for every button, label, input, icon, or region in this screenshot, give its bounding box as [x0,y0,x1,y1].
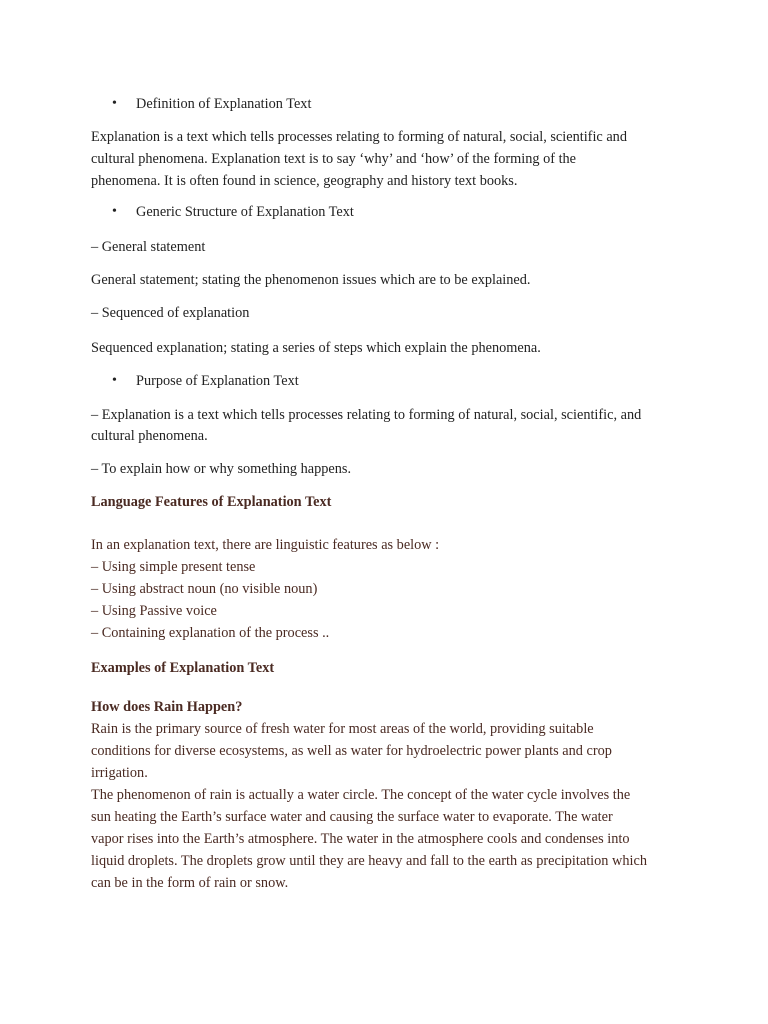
features-line: – Using simple present tense [91,559,256,575]
bullet-icon: • [112,373,117,388]
purpose-point-2: – To explain how or why something happens. [91,461,352,477]
features-line: In an explanation text, there are linguistic features as below : [91,537,440,553]
paragraph-line: Explanation is a text which tells processes relating to forming of natural, social, scientific and [91,129,627,145]
example-title: How does Rain Happen? [91,699,243,715]
example-line: conditions for diverse ecosystems, as well as water for hydroelectric power plants and crop [91,743,612,759]
features-heading: Language Features of Explanation Text [91,494,332,510]
paragraph-line: cultural phenomena. Explanation text is to say ‘why’ and ‘how’ of the forming of the [91,151,577,167]
example-line: irrigation. [91,765,148,781]
purpose-point-line: cultural phenomena. [91,428,208,444]
purpose-point-line: – Explanation is a text which tells processes relating to forming of natural, social, scientific, and [91,407,642,423]
example-line: liquid droplets. The droplets grow until they are heavy and fall to the earth as precipitation which [91,853,647,869]
example-line: The phenomenon of rain is actually a water circle. The concept of the water cycle involves the [91,787,631,803]
bullet-structure: Generic Structure of Explanation Text [136,204,354,220]
example-line: Rain is the primary source of fresh water for most areas of the world, providing suitable [91,721,594,737]
paragraph-line: phenomena. It is often found in science, geography and history text books. [91,173,518,189]
examples-heading: Examples of Explanation Text [91,660,275,676]
features-line: – Containing explanation of the process .. [91,625,330,641]
general-statement-heading: – General statement [91,239,206,255]
example-line: can be in the form of rain or snow. [91,875,289,891]
example-line: sun heating the Earth’s surface water and causing the surface water to evaporate. The water [91,809,613,825]
bullet-definition: Definition of Explanation Text [136,96,312,112]
general-statement-text: General statement; stating the phenomenon issues which are to be explained. [91,272,531,288]
bullet-icon: • [112,204,117,219]
bullet-purpose: Purpose of Explanation Text [136,373,299,389]
features-line: – Using Passive voice [91,603,217,619]
bullet-icon: • [112,96,117,111]
sequenced-heading: – Sequenced of explanation [91,305,250,321]
sequenced-text: Sequenced explanation; stating a series of steps which explain the phenomena. [91,340,541,356]
example-line: vapor rises into the Earth’s atmosphere. The water in the atmosphere cools and condenses into [91,831,630,847]
features-line: – Using abstract noun (no visible noun) [91,581,318,597]
